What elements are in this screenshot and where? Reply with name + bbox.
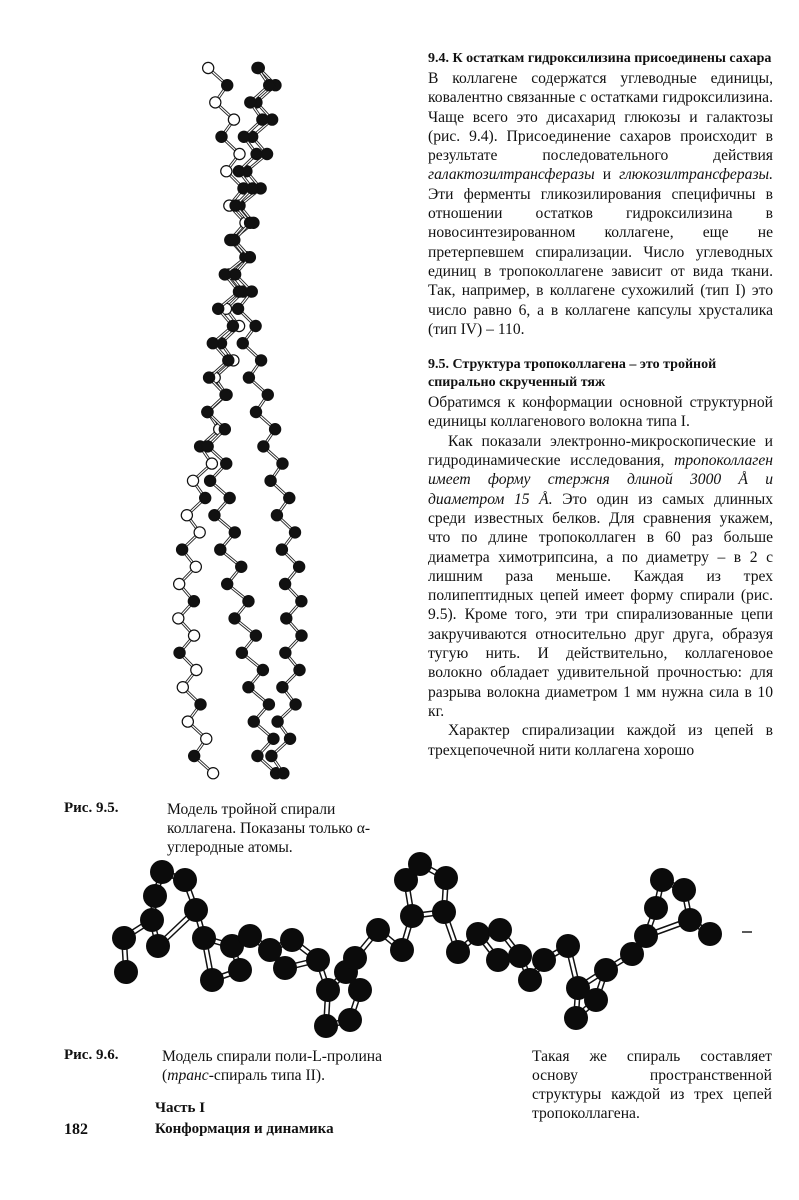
alpha-carbon-atom: [233, 286, 244, 297]
proline-atom: [314, 1014, 338, 1038]
alpha-carbon-atom: [296, 630, 307, 641]
alpha-carbon-atom: [245, 97, 256, 108]
proline-atom: [146, 934, 170, 958]
alpha-carbon-atom: [257, 664, 268, 675]
alpha-carbon-atom: [174, 647, 185, 658]
alpha-carbon-atom: [236, 561, 247, 572]
alpha-carbon-atom: [280, 578, 291, 589]
triple-helix-figure: [150, 50, 350, 795]
alpha-carbon-atom: [255, 355, 266, 366]
proline-atom: [400, 904, 424, 928]
proline-atom: [594, 958, 618, 982]
proline-atom: [343, 946, 367, 970]
fig-9-6-caption: Модель спирали поли-L-пролина (транс-спираль типа II).: [162, 1048, 383, 1084]
alpha-carbon-atom: [206, 458, 217, 469]
alpha-carbon-atom: [222, 578, 233, 589]
alpha-carbon-atom: [250, 630, 261, 641]
polyproline-helix-figure: [100, 850, 760, 1045]
alpha-carbon-atom: [251, 148, 262, 159]
alpha-carbon-atom: [277, 682, 288, 693]
proline-atom: [556, 934, 580, 958]
alpha-carbon-atom: [201, 733, 212, 744]
proline-atom: [316, 978, 340, 1002]
alpha-carbon-atom: [216, 131, 227, 142]
alpha-carbon-atom: [264, 80, 275, 91]
alpha-carbon-atom: [208, 768, 219, 779]
alpha-carbon-atom: [230, 200, 241, 211]
alpha-carbon-atom: [230, 269, 241, 280]
alpha-carbon-atom: [234, 148, 245, 159]
alpha-carbon-atom: [227, 320, 238, 331]
alpha-carbon-atom: [252, 750, 263, 761]
proline-atom: [488, 918, 512, 942]
alpha-carbon-atom: [237, 338, 248, 349]
proline-atom: [143, 884, 167, 908]
proline-atom: [338, 1008, 362, 1032]
alpha-carbon-atom: [294, 664, 305, 675]
alpha-carbon-atom: [200, 492, 211, 503]
alpha-carbon-atom: [181, 510, 192, 521]
alpha-carbon-atom: [281, 613, 292, 624]
alpha-carbon-atom: [278, 768, 289, 779]
polyproline-atoms: [112, 852, 722, 1038]
alpha-carbon-atom: [210, 97, 221, 108]
right-text-column: [428, 50, 773, 760]
alpha-carbon-atom: [190, 561, 201, 572]
alpha-carbon-atom: [250, 320, 261, 331]
proline-atom: [564, 1006, 588, 1030]
alpha-carbon-atom: [202, 441, 213, 452]
section-9-5-paragraph-3: Характер спирализации каждой из цепей в трехцепочечной нити коллагена хорошо: [428, 722, 773, 759]
alpha-carbon-atom: [257, 114, 268, 125]
proline-atom: [584, 988, 608, 1012]
section-9-5-title: 9.5. Структура тропоколлагена – это тройной спирально скрученный тяж: [428, 357, 717, 391]
proline-atom: [508, 944, 532, 968]
alpha-carbon-atom: [262, 389, 273, 400]
alpha-carbon-atom: [219, 424, 230, 435]
alpha-carbon-atom: [269, 424, 280, 435]
proline-atom: [634, 924, 658, 948]
alpha-carbon-atom: [189, 750, 200, 761]
fig-9-5-label: Рис. 9.5.: [64, 800, 119, 816]
proline-atom: [486, 948, 510, 972]
alpha-carbon-atom: [294, 561, 305, 572]
proline-atom: [532, 948, 556, 972]
fig-9-6-label: Рис. 9.6.: [64, 1047, 119, 1063]
alpha-carbon-atom: [229, 234, 240, 245]
alpha-carbon-atom: [272, 716, 283, 727]
triple-helix-atoms: [173, 62, 307, 778]
proline-atom: [306, 948, 330, 972]
alpha-carbon-atom: [188, 596, 199, 607]
alpha-carbon-atom: [177, 544, 188, 555]
proline-atom: [280, 928, 304, 952]
alpha-carbon-atom: [284, 492, 295, 503]
alpha-carbon-atom: [195, 699, 206, 710]
alpha-carbon-atom: [248, 716, 259, 727]
alpha-carbon-atom: [205, 475, 216, 486]
proline-atom: [366, 918, 390, 942]
alpha-carbon-atom: [243, 596, 254, 607]
proline-atom: [672, 878, 696, 902]
proline-atom: [644, 896, 668, 920]
alpha-carbon-atom: [222, 80, 233, 91]
alpha-carbon-atom: [224, 492, 235, 503]
proline-atom: [518, 968, 542, 992]
alpha-carbon-atom: [221, 166, 232, 177]
alpha-carbon-atom: [207, 338, 218, 349]
alpha-carbon-atom: [277, 458, 288, 469]
proline-atom: [200, 968, 224, 992]
proline-atom: [184, 898, 208, 922]
alpha-carbon-atom: [246, 286, 257, 297]
alpha-carbon-atom: [173, 613, 184, 624]
proline-atom: [432, 900, 456, 924]
proline-atom: [238, 924, 262, 948]
alpha-carbon-atom: [203, 62, 214, 73]
proline-atom: [112, 926, 136, 950]
alpha-carbon-atom: [194, 527, 205, 538]
alpha-carbon-atom: [177, 682, 188, 693]
footer-part: Часть I: [155, 1100, 206, 1116]
alpha-carbon-atom: [243, 682, 254, 693]
proline-atom: [698, 922, 722, 946]
alpha-carbon-atom: [202, 406, 213, 417]
alpha-carbon-atom: [182, 716, 193, 727]
alpha-carbon-atom: [250, 406, 261, 417]
alpha-carbon-atom: [215, 544, 226, 555]
alpha-carbon-atom: [252, 62, 263, 73]
alpha-carbon-atom: [289, 527, 300, 538]
alpha-carbon-atom: [209, 510, 220, 521]
alpha-carbon-atom: [229, 613, 240, 624]
alpha-carbon-atom: [271, 510, 282, 521]
proline-atom: [408, 852, 432, 876]
alpha-carbon-atom: [265, 475, 276, 486]
proline-atom: [390, 938, 414, 962]
alpha-carbon-atom: [263, 699, 274, 710]
alpha-carbon-atom: [174, 578, 185, 589]
fig-9-5-caption: Модель тройной спирали коллагена. Показаны только α-углеродные атомы.: [167, 801, 371, 856]
alpha-carbon-atom: [290, 699, 301, 710]
alpha-carbon-atom: [247, 183, 258, 194]
alpha-carbon-atom: [213, 303, 224, 314]
alpha-carbon-atom: [188, 630, 199, 641]
alpha-carbon-atom: [187, 475, 198, 486]
alpha-carbon-atom: [243, 372, 254, 383]
alpha-carbon-atom: [220, 389, 231, 400]
alpha-carbon-atom: [244, 217, 255, 228]
page-number: 182: [64, 1121, 88, 1138]
alpha-carbon-atom: [244, 252, 255, 263]
proline-atom: [273, 956, 297, 980]
proline-atom: [173, 868, 197, 892]
side-note: Такая же спираль составляет основу пространственной структуры каждой из трех цепей тропоколлагена.: [532, 1048, 772, 1122]
alpha-carbon-atom: [276, 544, 287, 555]
alpha-carbon-atom: [296, 596, 307, 607]
alpha-carbon-atom: [238, 131, 249, 142]
alpha-carbon-atom: [203, 372, 214, 383]
alpha-carbon-atom: [258, 441, 269, 452]
alpha-carbon-atom: [232, 303, 243, 314]
alpha-carbon-atom: [229, 527, 240, 538]
proline-atom: [446, 940, 470, 964]
proline-atom: [434, 866, 458, 890]
alpha-carbon-atom: [236, 647, 247, 658]
alpha-carbon-atom: [223, 355, 234, 366]
alpha-carbon-atom: [191, 664, 202, 675]
footer-subtitle: Конформация и динамика: [155, 1121, 334, 1137]
alpha-carbon-atom: [266, 750, 277, 761]
alpha-carbon-atom: [268, 733, 279, 744]
section-9-4-paragraph: В коллагене содержатся углеводные единицы, ковалентно связанные с остатками гидроксилизина. Чаще всего это дисахарид глюкозы и галактозы (рис. 9.4). Присоединение сахаров происходит в результате последовательного действия галактозилтрансферазы и глюкозилтрансферазы. Эти ферменты гликозилирования специфичны в отношении остатков гидроксилизина в новосинтезированном коллагене, еще не претерпевшем спирализации. Число углеводных единиц в тропоколлагене зависит от вида ткани. Так, например, в коллагене сухожилий (тип I) это число равно 6, а в коллагене капсулы хрусталика (тип IV) – 110.: [428, 70, 773, 338]
proline-atom: [228, 958, 252, 982]
alpha-carbon-atom: [280, 647, 291, 658]
alpha-carbon-atom: [219, 269, 230, 280]
proline-atom: [140, 908, 164, 932]
proline-atom: [114, 960, 138, 984]
proline-atom: [150, 860, 174, 884]
proline-atom: [192, 926, 216, 950]
section-9-4-title: 9.4. К остаткам гидроксилизина присоединены сахара: [428, 51, 772, 66]
alpha-carbon-atom: [221, 458, 232, 469]
section-9-5-paragraph-1: Обратимся к конформации основной структурной единицы коллагенового волокна типа I.: [428, 394, 773, 431]
proline-atom: [650, 868, 674, 892]
alpha-carbon-atom: [233, 166, 244, 177]
alpha-carbon-atom: [261, 148, 272, 159]
proline-atom: [348, 978, 372, 1002]
alpha-carbon-atom: [284, 733, 295, 744]
alpha-carbon-atom: [228, 114, 239, 125]
section-9-5-paragraph-2: Как показали электронно-микроскопические и гидродинамические исследования, тропоколлаген имеет форму стержня длиной 3000 Å и диаметром 15 Å. Это один из самых длинных среди известных белков. Для сравнения укажем, что по длине тропоколлаген в 60 раз больше диаметра химотрипсина, а по диаметру – в 2 с лишним раза меньше. Каждая из трех полипептидных цепей имеет форму спирали (рис. 9.5). Кроме того, эти три спирализованные цепи закручиваются относительно друг друга, образуя тугую нить. И действительно, коллагеновое волокно обладает удивительной прочностью: для разрыва волокна диаметром 1 мм нужна сила в 10 кг.: [428, 432, 773, 720]
proline-atom: [678, 908, 702, 932]
proline-atom: [466, 922, 490, 946]
